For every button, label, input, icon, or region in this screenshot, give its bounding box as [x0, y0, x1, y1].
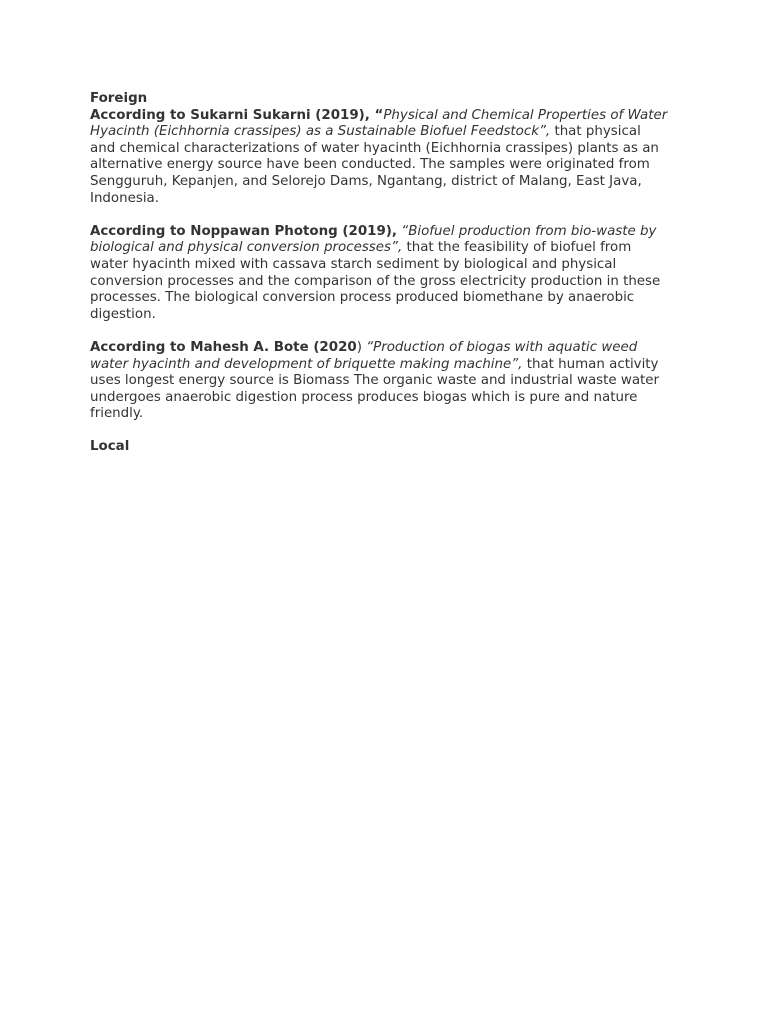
entry-lead-tail: )	[356, 339, 362, 355]
literature-entry	[90, 340, 670, 423]
entry-title: Physical and Chemical Properties of Water Hyacinth (Eichhornia crassipes) as a Sustainable Biofuel Feedstock”,	[90, 107, 668, 140]
entry-body: that the feasibility of biofuel from water hyacinth mixed with cassava starch sediment by biological and physical conversion processes and the comparison of the gross electricity production in these processes. The biological conversion process produced biomethane by anaerobic digestion.	[90, 240, 661, 322]
entry-lead: According to Noppawan Photong (2019),	[90, 223, 397, 239]
literature-entry	[90, 224, 670, 324]
entry-body: that human activity uses longest energy source is Biomass The organic waste and industrial waste water undergoes anaerobic digestion process produces biogas which is pure and nature friendly.	[90, 356, 660, 422]
entry-body: that physical and chemical characterizations of water hyacinth (Eichhornia crassipes) plants as an alternative energy source have been conducted. The samples were originated from Sengguruh, Kepanjen, and Selorejo Dams, Ngantang, district of Malang, East Java, Indonesia.	[90, 124, 659, 206]
entry-title: “Production of biogas with aquatic weed water hyacinth and development of briquette making machine”,	[90, 339, 638, 372]
section-heading-foreign: Foreign	[90, 91, 148, 106]
literature-entry	[90, 108, 670, 208]
entry-lead: According to Mahesh A. Bote (2020	[90, 339, 357, 355]
document-page	[90, 91, 670, 456]
entry-lead: According to Sukarni Sukarni (2019), “	[90, 107, 384, 123]
entry-title: “Biofuel production from bio-waste by biological and physical conversion processes”,	[90, 223, 657, 256]
section-heading-local: Local	[90, 439, 130, 455]
